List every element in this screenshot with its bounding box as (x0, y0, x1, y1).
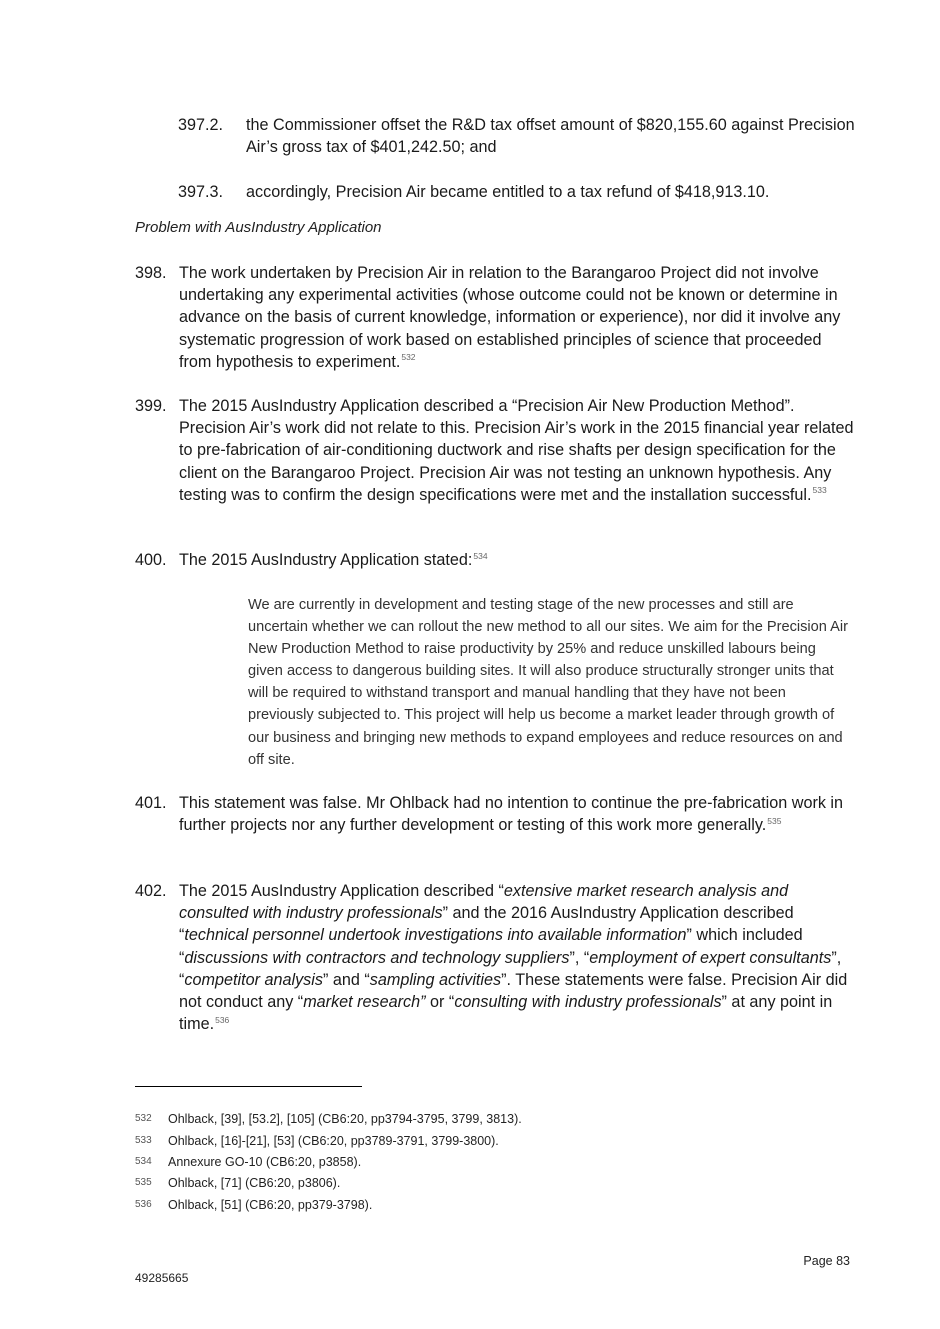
quoted-phrase: market research” (303, 993, 426, 1012)
footnote-534 (135, 1154, 361, 1170)
footnote-text: Ohlback, [39], [53.2], [105] (CB6:20, pp3794-3795, 3799, 3813). (168, 1112, 522, 1126)
footnote-ref[interactable]: 535 (767, 815, 782, 826)
sub-item-397-3 (178, 181, 858, 203)
footnote-number: 534 (135, 1156, 152, 1167)
footnote-533 (135, 1133, 499, 1149)
paragraph-401 (135, 792, 855, 836)
paragraph-number: 398. (135, 264, 167, 282)
footnote-number: 535 (135, 1177, 152, 1188)
document-id: 49285665 (135, 1271, 189, 1285)
footnote-text: Ohlback, [16]-[21], [53] (CB6:20, pp3789-3791, 3799-3800). (168, 1134, 499, 1148)
footnote-ref[interactable]: 532 (401, 352, 416, 363)
block-quote: We are currently in development and testing stage of the new processes and still are uncertain whether we can rollout the new method to all our sites. We aim for the Precision Air New Production Method to raise productivity by 25% and reduce unskilled labours being given access to dangerous building sites. It will also produce structurally stronger units that will be required to withstand transport and manual handling that they have not been previously subjected to. This project will help us become a market leader through growth of our business and bringing new methods to expand employees and reduce resources on and off site. (248, 597, 848, 768)
paragraph-number: 401. (135, 794, 167, 812)
paragraph-number: 399. (135, 397, 167, 415)
footnote-text: Annexure GO-10 (CB6:20, p3858). (168, 1155, 362, 1169)
footnote-535 (135, 1175, 340, 1191)
section-heading: Problem with AusIndustry Application (135, 219, 382, 236)
footnote-ref[interactable]: 536 (215, 1014, 230, 1025)
sub-item-397-2 (178, 114, 858, 158)
footnote-ref[interactable]: 533 (812, 485, 827, 496)
footnote-text: Ohlback, [71] (CB6:20, p3806). (168, 1176, 341, 1190)
quoted-phrase: extensive market research analysis and consulted with industry professionals (179, 882, 789, 923)
footnote-text: Ohlback, [51] (CB6:20, pp379-3798). (168, 1198, 373, 1212)
paragraph-398 (135, 262, 855, 373)
footnote-536 (135, 1197, 372, 1213)
paragraph-text: This statement was false. Mr Ohlback had no intention to continue the pre-fabrication work in further projects nor any further development or testing of this work more generally. (179, 794, 844, 835)
footnote-divider (135, 1086, 362, 1087)
footnote-number: 536 (135, 1199, 152, 1210)
page-number: Page 83 (803, 1254, 850, 1268)
footnote-ref[interactable]: 534 (473, 550, 488, 561)
quoted-phrase: discussions with contractors and technology suppliers (184, 948, 570, 967)
footnote-532 (135, 1111, 522, 1127)
paragraph-number: 402. (135, 882, 167, 900)
quoted-phrase: employment of expert consultants (589, 948, 832, 967)
paragraph-text: The 2015 AusIndustry Application stated: (179, 551, 473, 569)
quoted-phrase: sampling activities (369, 970, 502, 989)
quoted-phrase: technical personnel undertook investigations into available information (184, 926, 687, 945)
sub-item-text: the Commissioner offset the R&D tax offset amount of $820,155.60 against Precision Air’s gross tax of $401,242.50; and (246, 116, 855, 157)
paragraph-400 (135, 549, 855, 571)
quoted-phrase: competitor analysis (184, 970, 323, 989)
quoted-phrase: consulting with industry professionals (454, 993, 722, 1012)
paragraph-402 (135, 880, 855, 1035)
sub-item-text: accordingly, Precision Air became entitled to a tax refund of $418,913.10. (246, 183, 770, 201)
paragraph-number: 400. (135, 551, 167, 569)
paragraph-text: The 2015 AusIndustry Application described a “Precision Air New Production Method”. Precision Air’s work did not relate to this. Precision Air’s work in the 2015 financial year related to pre-fabrication of air-conditioning ductwork and rise shafts per design specification for the client on the Barangaroo Project. Precision Air was not testing an unknown hypothesis. Any testing was to confirm the design specifications were met and the installation successful. (179, 397, 854, 504)
sub-item-number: 397.3. (178, 183, 224, 201)
paragraph-399 (135, 395, 855, 506)
footnote-number: 533 (135, 1135, 152, 1146)
footnote-number: 532 (135, 1113, 152, 1124)
paragraph-text: The 2015 AusIndustry Application described “extensive market research analysis and consulted with industry professionals” and the 2016 AusIndustry Application described “technical personnel undertook investigations into available information” which included “discussions with contractors and technology suppliers”, “employment of expert consultants”, “competitor analysis” and “sampling activities”. These statements were false. Precision Air did not conduct any “market research” or “consulting with industry professionals” at any point in time.$^{536}$ (179, 882, 848, 1034)
paragraph-text: The work undertaken by Precision Air in relation to the Barangaroo Project did not involve undertaking any experimental activities (whose outcome could not be known or determine in advance on the basis of current knowledge, information or experience), nor did it involve any systematic progression of work based on established principles of science that proceeded from hypothesis to experiment. (179, 264, 841, 371)
sub-item-number: 397.2. (178, 116, 224, 134)
